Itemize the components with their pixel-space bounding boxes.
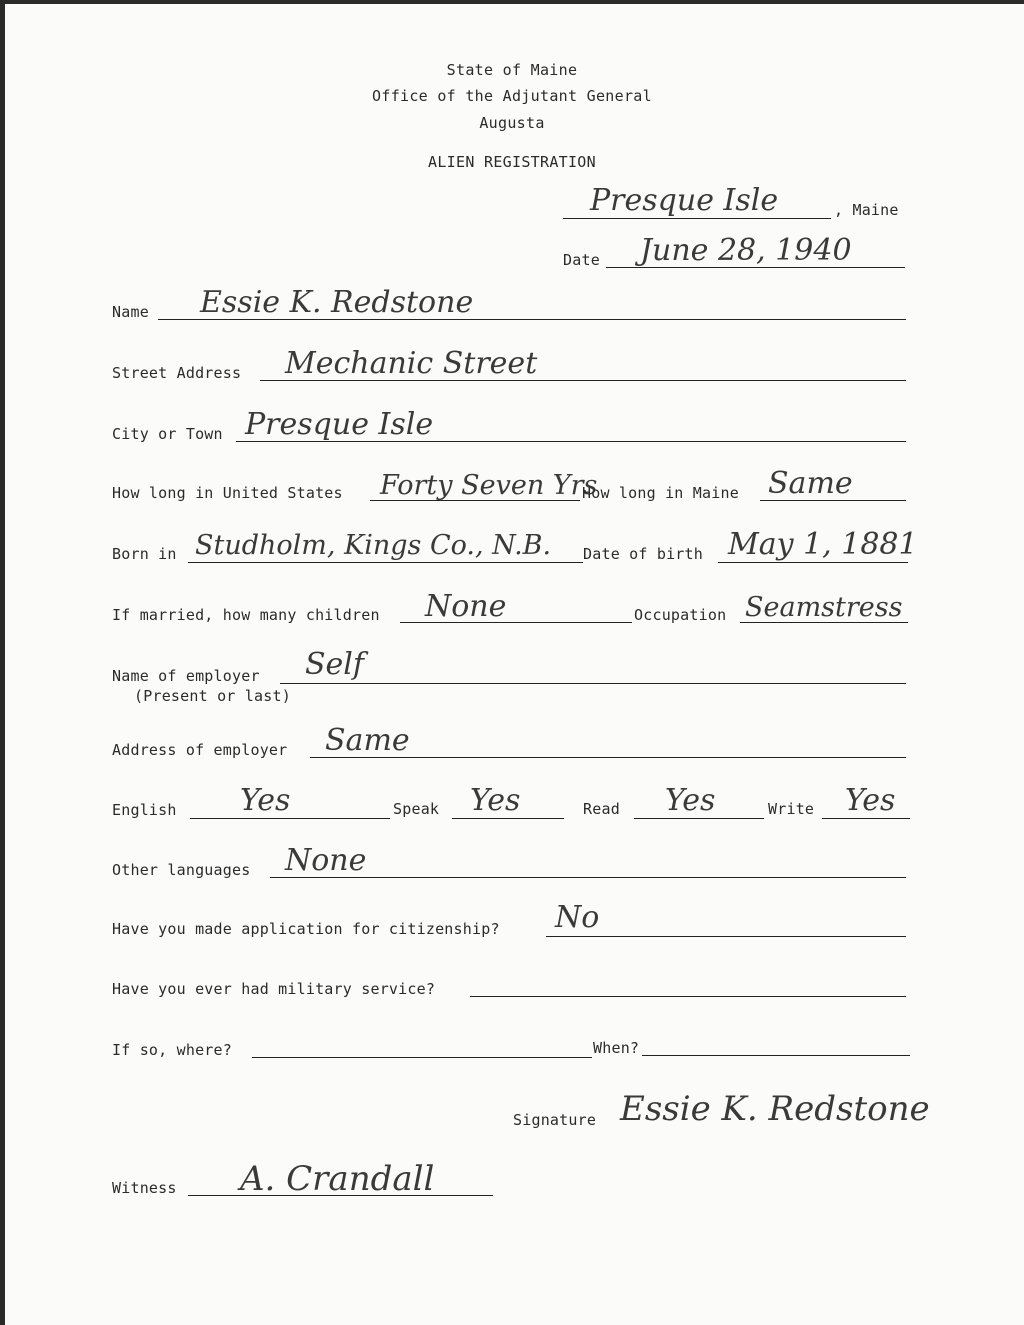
read-label: Read: [583, 800, 620, 818]
birthplace-line: [188, 562, 583, 563]
name-label: Name: [112, 303, 149, 321]
where-line: [252, 1057, 592, 1058]
employer-line: [280, 683, 906, 684]
languages-label: Other languages: [112, 861, 251, 879]
us-duration-value: Forty Seven Yrs: [380, 470, 598, 501]
us-duration-label: How long in United States: [112, 484, 343, 502]
birthplace-label: Born in: [112, 545, 177, 563]
street-value: Mechanic Street: [285, 346, 538, 381]
military-line: [470, 996, 906, 997]
employer-sublabel: (Present or last): [134, 687, 291, 705]
witness-value: A. Crandall: [240, 1159, 435, 1199]
form-title: ALIEN REGISTRATION: [428, 153, 596, 171]
place-value: Presque Isle: [590, 183, 779, 218]
citizenship-label: Have you made application for citizenship?: [112, 920, 500, 938]
employer-address-label: Address of employer: [112, 741, 288, 759]
signature-label: Signature: [513, 1111, 597, 1129]
citizenship-line: [546, 936, 906, 937]
employer-address-value: Same: [325, 723, 410, 758]
date-value: June 28, 1940: [640, 233, 852, 268]
signature-value: Essie K. Redstone: [620, 1089, 930, 1129]
employer-value: Self: [305, 647, 365, 682]
occupation-label: Occupation: [634, 606, 727, 624]
speak-line: [452, 818, 564, 819]
english-value: Yes: [240, 783, 291, 818]
write-label: Write: [768, 800, 815, 818]
dob-value: May 1, 1881: [728, 527, 918, 562]
witness-label: Witness: [112, 1179, 177, 1197]
read-line: [634, 818, 764, 819]
citizenship-value: No: [555, 900, 600, 935]
place-suffix: , Maine: [834, 201, 899, 219]
header-office: Office of the Adjutant General: [372, 87, 652, 105]
dob-line: [718, 562, 908, 563]
when-label: When?: [593, 1039, 640, 1057]
scan-edge-left: [0, 0, 5, 1325]
city-label: City or Town: [112, 425, 223, 443]
city-value: Presque Isle: [245, 407, 434, 442]
write-value: Yes: [845, 783, 896, 818]
header-state: State of Maine: [446, 61, 578, 79]
occupation-value: Seamstress: [745, 592, 903, 623]
birthplace-value: Studholm, Kings Co., N.B.: [195, 530, 552, 561]
speak-label: Speak: [393, 800, 440, 818]
name-value: Essie K. Redstone: [200, 285, 474, 320]
maine-duration-value: Same: [768, 466, 853, 501]
military-label: Have you ever had military service?: [112, 980, 436, 998]
speak-value: Yes: [470, 783, 521, 818]
street-label: Street Address: [112, 364, 242, 382]
english-label: English: [112, 801, 177, 819]
date-label: Date: [563, 251, 600, 269]
english-line: [190, 818, 390, 819]
children-value: None: [425, 589, 507, 624]
read-value: Yes: [665, 783, 716, 818]
header-city: Augusta: [479, 114, 545, 132]
where-label: If so, where?: [112, 1041, 232, 1059]
place-line: [563, 218, 831, 219]
when-line: [642, 1055, 910, 1056]
languages-value: None: [285, 843, 367, 878]
employer-label: Name of employer: [112, 667, 260, 685]
maine-duration-label: How long in Maine: [582, 484, 739, 502]
write-line: [822, 818, 910, 819]
scan-edge-top: [0, 0, 1024, 4]
dob-label: Date of birth: [583, 545, 703, 563]
children-label: If married, how many children: [112, 606, 380, 624]
